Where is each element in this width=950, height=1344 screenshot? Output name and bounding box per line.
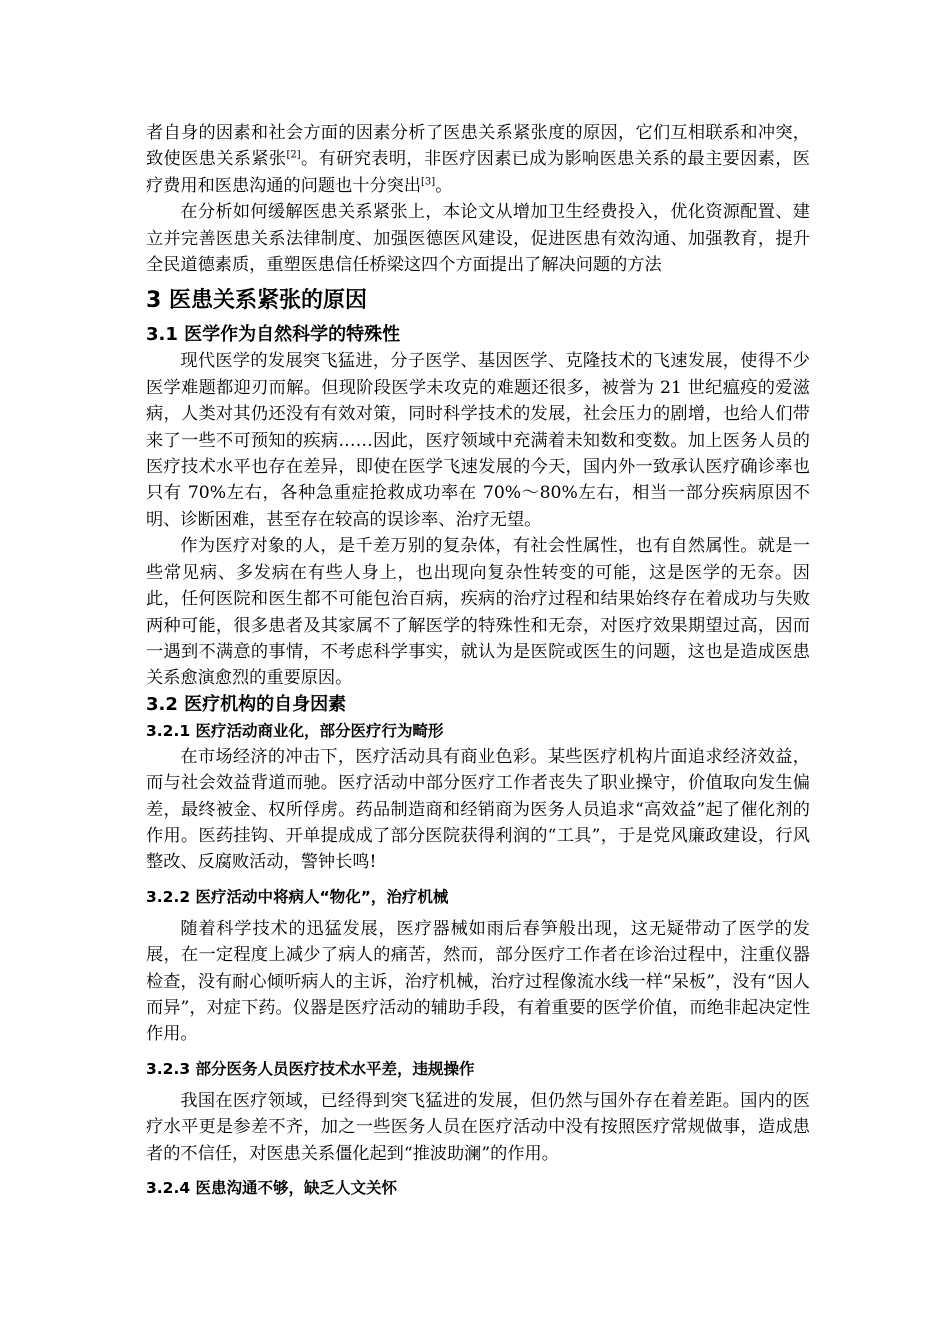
section-3-1-paragraph-1: 现代医学的发展突飞猛进，分子医学、基因医学、克隆技术的飞速发展，使得不少医学难题都迎刃而解。但现阶段医学未攻克的难题还很多，被誉为 21 世纪瘟疫的爱滋病，人类对其仍还没有有效对策，同时科学技术的发展，社会压力的剧增，也给人们带来了一些不可预知的疾病……因此，医疗领域中充满着未知数和变数。加上医务人员的医疗技术水平也存在差异，即使在医学飞速发展的今天，国内外一致承认医疗确诊率也只有 70%左右，各种急重症抢救成功率在 70%～80%左右，相当一部分疾病原因不明、诊断困难，甚至存在较高的误诊率、治疗无望。	[146, 351, 810, 530]
section-3-2-3-paragraph: 我国在医疗领域，已经得到突飞猛进的发展，但仍然与国外存在着差距。国内的医疗水平更是参差不齐，加之一些医务人员在医疗活动中没有按照医疗常规做事，造成患者的不信任，对医患关系僵化起到“推波助澜”的作用。	[146, 1090, 810, 1164]
section-3-2-1-paragraph: 在市场经济的冲击下，医疗活动具有商业色彩。某些医疗机构片面追求经济效益，而与社会效益背道而驰。医疗活动中部分医疗工作者丧失了职业操守，价值取向发生偏差，最终被金、权所俘虏。药品制造商和经销商为医务人员追求“高效益”起了催化剂的作用。医药挂钩、开单提成成了部分医院获得利润的“工具”，于是党风廉政建设，行风整改、反腐败活动，警钟长鸣!	[146, 746, 810, 873]
section-3-2-3-heading: 3.2.3 部分医务人员医疗技术水平差，违规操作	[146, 1059, 475, 1078]
section-3-2-2-heading: 3.2.2 医疗活动中将病人“物化”，治疗机械	[146, 887, 449, 906]
section-3-1-paragraph-2: 作为医疗对象的人，是千差万别的复杂体，有社会性属性，也有自然属性。就是一些常见病、多发病在有些人身上，也出现向复杂性转变的可能，这是医学的无奈。因此，任何医院和医生都不可能包治百病，疾病的治疗过程和结果始终存在着成功与失败两种可能，很多患者及其家属不了解医学的特殊性和无奈，对医疗效果期望过高，因而一遇到不满意的事情，不考虑科学事实，就认为是医院或医生的问题，这也是造成医患关系愈演愈烈的重要原因。	[146, 536, 810, 689]
intro-text: 。	[435, 175, 453, 196]
section-3-heading: 3 医患关系紧张的原因	[146, 288, 367, 314]
citation-ref: [2]	[286, 149, 301, 161]
section-3-2-2-paragraph: 随着科学技术的迅猛发展，医疗器械如雨后春笋般出现，这无疑带动了医学的发展，在一定程度上减少了病人的痛苦，然而，部分医疗工作者在诊治过程中，注重仪器检查，没有耐心倾听病人的主诉，治疗机械，治疗过程像流水线一样“呆板”，没有“因人而异”，对症下药。仪器是医疗活动的辅助手段，有着重要的医学价值，而绝非起决定性作用。	[146, 918, 810, 1045]
citation-ref: [3]	[421, 176, 436, 188]
document-page	[146, 120, 810, 1207]
section-3-1-heading: 3.1 医学作为自然科学的特殊性	[146, 324, 401, 346]
intro-paragraph-1	[146, 120, 810, 199]
intro-paragraph-2: 在分析如何缓解医患关系紧张上，本论文从增加卫生经费投入，优化资源配置、建立并完善医患关系法律制度、加强医德医风建设，促进医患有效沟通、加强教育，提升全民道德素质，重塑医患信任桥梁这四个方面提出了解决问题的方法	[146, 202, 810, 276]
intro-text: 。有研究表明，非医疗因素已成为影响医患关系的最主要因素，医疗费用和医患沟通的问题也十分突出	[146, 149, 810, 196]
intro-text: 者自身的因素和社会方面的因素分析了医患关系紧张度的原因，它们互相联系和冲突，致使医患关系紧张	[146, 123, 810, 170]
section-3-2-4-heading: 3.2.4 医患沟通不够，缺乏人文关怀	[146, 1179, 398, 1197]
section-3-2-1-heading: 3.2.1 医疗活动商业化，部分医疗行为畸形	[146, 721, 444, 740]
section-3-2-heading: 3.2 医疗机构的自身因素	[146, 693, 347, 715]
